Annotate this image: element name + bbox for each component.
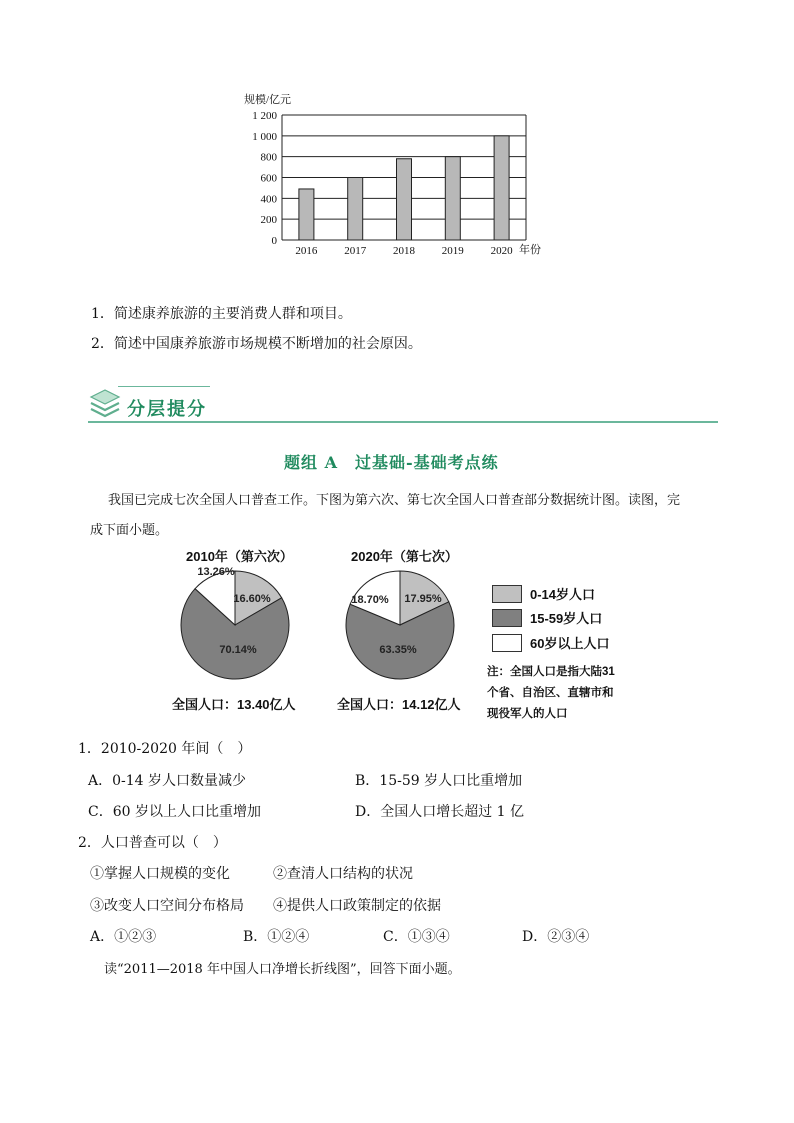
note-line-1: 注：全国人口是指大陆31 bbox=[487, 666, 615, 678]
bar-chart-bars bbox=[299, 136, 509, 240]
note-line-3: 现役军人的人口 bbox=[487, 708, 568, 720]
q1-option-b[interactable]: B．15-59 岁人口比重增加 bbox=[355, 773, 523, 789]
q1-option-a[interactable]: A．0-14 岁人口数量减少 bbox=[88, 773, 247, 789]
intro-line-1: 我国已完成七次全国人口普查工作。下图为第六次、第七次全国人口普查部分数据统计图。读图，完 bbox=[108, 493, 681, 508]
legend-item-young bbox=[492, 584, 595, 603]
pie-2020-title: 2020年（第七次） bbox=[351, 549, 458, 564]
section-top-rule bbox=[118, 386, 210, 387]
bar-x-tick-label: 2017 bbox=[344, 245, 367, 257]
legend-swatch-middle bbox=[492, 609, 522, 627]
q2-option-c[interactable]: C．①③④ bbox=[383, 929, 450, 945]
legend-item-old bbox=[492, 633, 609, 652]
legend-item-middle bbox=[492, 608, 602, 627]
pie-2010-total: 全国人口：13.40亿人 bbox=[172, 697, 296, 712]
section-title: 分层提分 bbox=[127, 399, 207, 420]
bar-y-tick-label: 400 bbox=[260, 193, 277, 206]
next-intro: 读“2011—2018 年中国人口净增长折线图”，回答下面小题。 bbox=[104, 962, 461, 977]
intro-line-2: 成下面小题。 bbox=[90, 523, 169, 538]
question-top-1: 1．简述康养旅游的主要消费人群和项目。 bbox=[91, 306, 352, 322]
bar-2019 bbox=[445, 157, 460, 240]
market-scale-bar-chart bbox=[230, 85, 560, 265]
bar-x-tick-label: 2020 bbox=[490, 245, 513, 257]
q2-statement-2: ②查清人口结构的状况 bbox=[273, 866, 413, 882]
bar-y-tick-label: 600 bbox=[260, 172, 277, 185]
bar-2020 bbox=[494, 136, 509, 240]
bar-y-tick-label: 800 bbox=[260, 151, 277, 164]
legend-label-middle: 15-59岁人口 bbox=[530, 611, 603, 626]
note-line-2: 个省、自治区、直辖市和 bbox=[487, 687, 614, 699]
q1-option-c[interactable]: C．60 岁以上人口比重增加 bbox=[88, 804, 261, 820]
legend-label-old: 60岁以上人口 bbox=[530, 636, 610, 651]
pie-value-label-old: 13.26% bbox=[197, 566, 235, 578]
pie-value-label-young: 17.95% bbox=[404, 593, 442, 605]
q2-option-a[interactable]: A．①②③ bbox=[90, 929, 157, 945]
pie-value-label-young: 16.60% bbox=[233, 593, 271, 605]
pie-value-label-middle: 63.35% bbox=[379, 644, 417, 656]
bar-2017 bbox=[348, 178, 363, 241]
legend-label-young: 0-14岁人口 bbox=[530, 587, 596, 602]
question-top-2: 2．简述中国康养旅游市场规模不断增加的社会原因。 bbox=[91, 336, 422, 352]
bar-chart-ylabel: 规模/亿元 bbox=[244, 94, 292, 106]
legend-swatch-old bbox=[492, 634, 522, 652]
q2-option-b[interactable]: B．①②④ bbox=[243, 929, 310, 945]
section-bottom-rule bbox=[88, 421, 718, 423]
pie-value-label-old: 18.70% bbox=[351, 594, 389, 606]
bar-y-tick-label: 1 000 bbox=[252, 130, 277, 143]
pie-2010-title: 2010年（第六次） bbox=[186, 549, 293, 564]
bar-2016 bbox=[299, 189, 314, 240]
bar-x-tick-label: 2016 bbox=[295, 245, 318, 257]
pie-2020-total: 全国人口：14.12亿人 bbox=[337, 697, 461, 712]
bar-y-tick-label: 200 bbox=[260, 214, 277, 227]
bar-x-tick-label: 2019 bbox=[441, 245, 464, 257]
bar-chart-x-ticks bbox=[295, 245, 513, 257]
bar-2018 bbox=[397, 159, 412, 240]
pie-chart-2020 bbox=[335, 560, 465, 690]
bar-chart-xlabel: 年份 bbox=[519, 244, 541, 256]
q1-option-d[interactable]: D．全国人口增长超过 1 亿 bbox=[355, 804, 525, 820]
q2-statement-1: ①掌握人口规模的变化 bbox=[90, 866, 230, 882]
bar-chart-y-ticks bbox=[252, 110, 277, 247]
legend-swatch-young bbox=[492, 585, 522, 603]
bar-y-tick-label: 0 bbox=[271, 235, 277, 247]
q2-statement-4: ④提供人口政策制定的依据 bbox=[273, 898, 441, 914]
q2-option-d[interactable]: D．②③④ bbox=[522, 929, 590, 945]
pie-chart-2010 bbox=[170, 560, 300, 690]
q2-statement-3: ③改变人口空间分布格局 bbox=[90, 898, 244, 914]
bar-y-tick-label: 1 200 bbox=[252, 110, 277, 122]
chart-note bbox=[487, 662, 615, 725]
q2-stem: 2．人口普查可以（ ） bbox=[78, 835, 227, 851]
pie-value-label-middle: 70.14% bbox=[219, 644, 257, 656]
bar-x-tick-label: 2018 bbox=[393, 245, 415, 257]
group-title: 题组 A 过基础-基础考点练 bbox=[284, 453, 499, 472]
layers-icon bbox=[88, 386, 122, 420]
q1-stem: 1．2010-2020 年间（ ） bbox=[78, 741, 252, 757]
